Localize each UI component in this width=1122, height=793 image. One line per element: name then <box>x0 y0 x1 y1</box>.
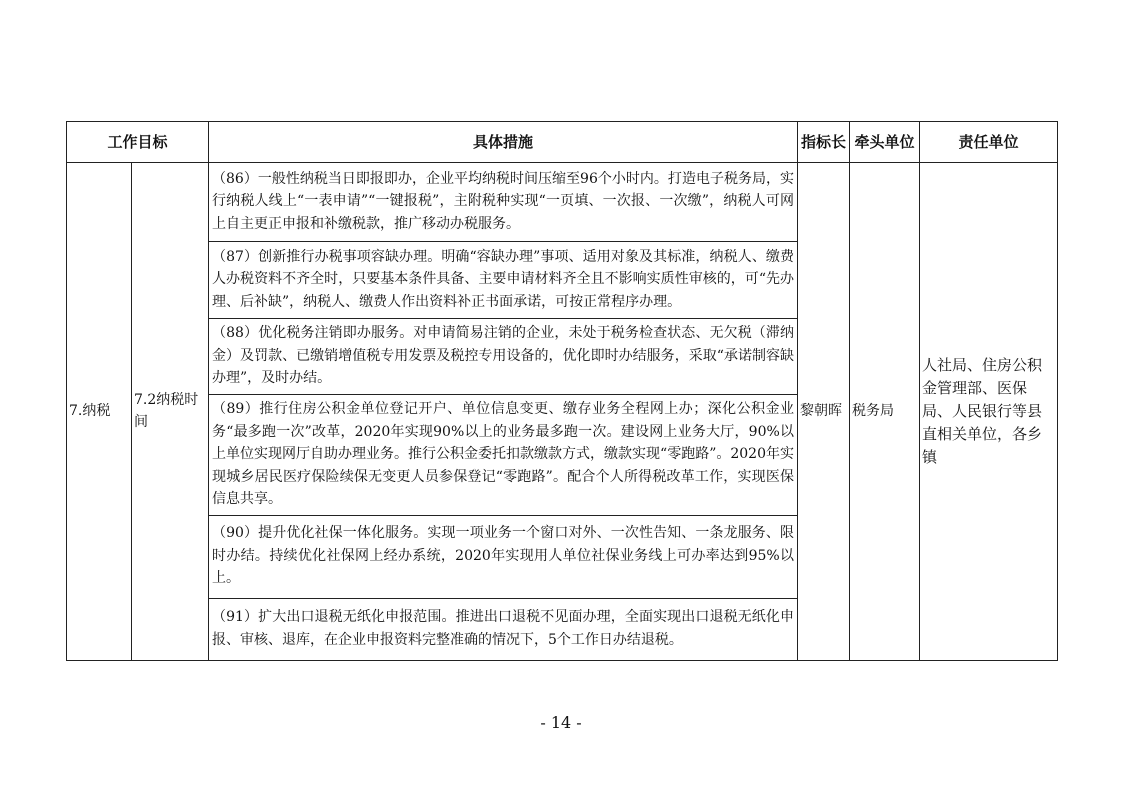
leader-cell: 黎朝晖 <box>798 163 850 661</box>
header-goal: 工作目标 <box>67 122 209 163</box>
header-responsible: 责任单位 <box>920 122 1058 163</box>
table-header-row <box>67 122 1058 163</box>
measure-89: （89）推行住房公积金单位登记开户、单位信息变更、缴存业务全程网上办；深化公积金业务“最多跑一次”改革，2020年实现90%以上的业务最多跑一次。建设网上业务大厅，90%以上单位实现网厅自助办理业务。推行公积金委托扣款缴款方式，缴款实现“零跑路”。2020年实现城乡居民医疗保险续保无变更人员参保登记“零跑路”。配合个人所得税改革工作，实现医保信息共享。 <box>209 395 798 516</box>
page-number: - 14 - <box>540 713 582 732</box>
subgoal-cell: 7.2纳税时间 <box>132 163 209 661</box>
responsible-cell: 人社局、住房公积金管理部、医保局、人民银行等县直相关单位，各乡镇 <box>920 163 1058 661</box>
measure-90: （90）提升优化社保一体化服务。实现一项业务一个窗口对外、一次性告知、一条龙服务、限时办结。持续优化社保网上经办系统，2020年实现用人单位社保业务线上可办率达到95%以上。 <box>209 515 798 598</box>
tax-measures-table <box>66 121 1058 661</box>
measure-88: （88）优化税务注销即办服务。对申请简易注销的企业，未处于税务检查状态、无欠税（滞纳金）及罚款、已缴销增值税专用发票及税控专用设备的，优化即时办结服务，采取“承诺制容缺办理”，及时办结。 <box>209 319 798 395</box>
header-measures: 具体措施 <box>209 122 798 163</box>
header-leader: 指标长 <box>798 122 850 163</box>
measure-87: （87）创新推行办税事项容缺办理。明确“容缺办理”事项、适用对象及其标准，纳税人、缴费人办税资料不齐全时，只要基本条件具备、主要申请材料齐全且不影响实质性审核的，可“先办理、后补缺”，纳税人、缴费人作出资料补正书面承诺，可按正常程序办理。 <box>209 242 798 319</box>
table-row <box>67 163 1058 242</box>
header-lead-unit: 牵头单位 <box>850 122 920 163</box>
measure-91: （91）扩大出口退税无纸化申报范围。推进出口退税不见面办理，全面实现出口退税无纸化申报、审核、退库，在企业申报资料完整准确的情况下，5个工作日办结退税。 <box>209 598 798 660</box>
lead-unit-cell: 税务局 <box>850 163 920 661</box>
goal-cell: 7.纳税 <box>67 163 132 661</box>
measure-86: （86）一般性纳税当日即报即办，企业平均纳税时间压缩至96个小时内。打造电子税务局，实行纳税人线上“一表申请”“一键报税”，主附税种实现“一页填、一次报、一次缴”，纳税人可网上自主更正申报和补缴税款，推广移动办税服务。 <box>209 163 798 242</box>
